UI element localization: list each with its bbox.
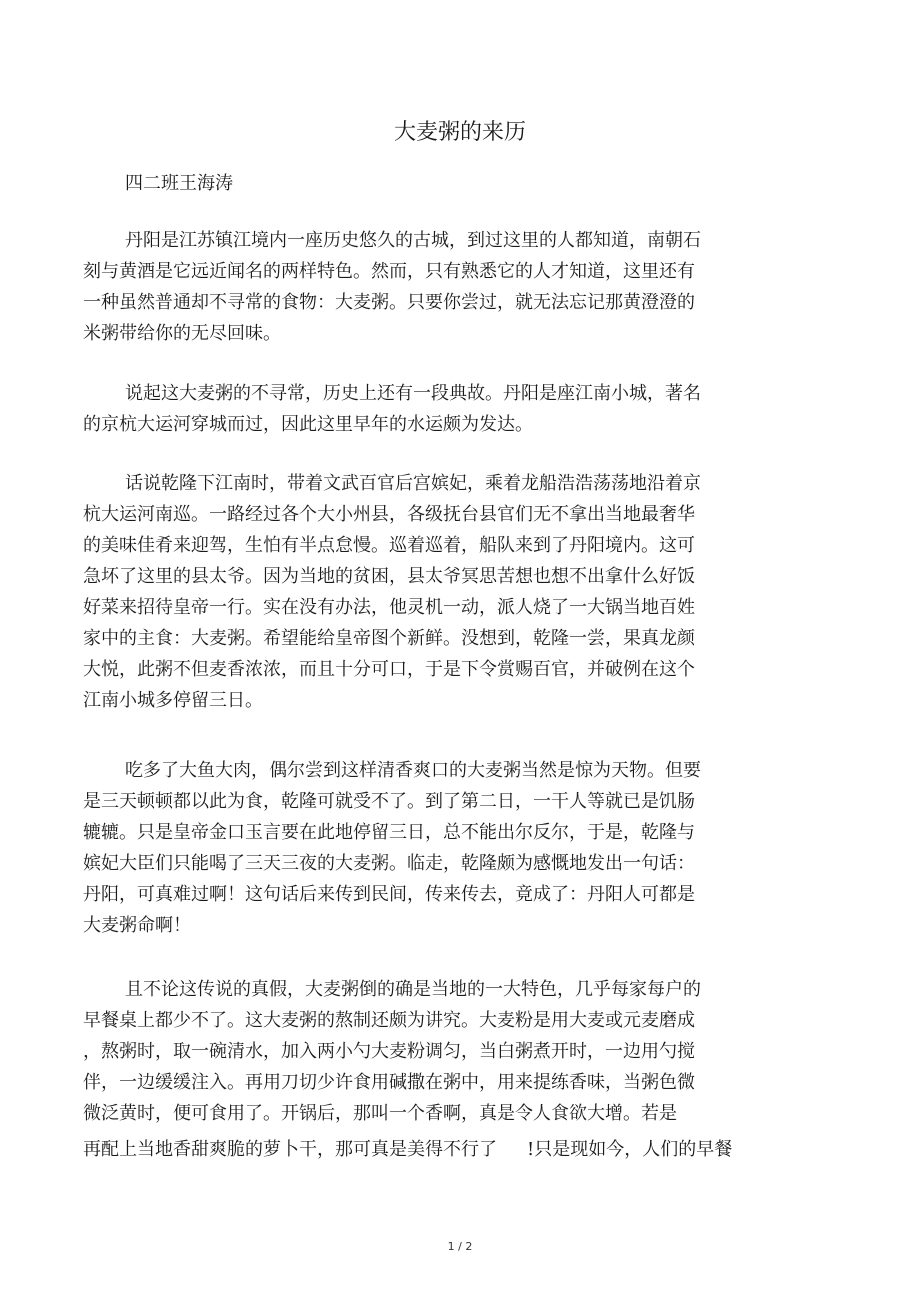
- paragraph-5-line-6: [83, 1137, 732, 1163]
- document-title: 大麦粥的来历: [393, 120, 526, 145]
- paragraph-5-line-6-part-1: 再配上当地香甜爽脆的萝卜干，那可真是美得不行了: [83, 1139, 497, 1160]
- paragraph-4-line-6: 大麦粥命啊！: [83, 915, 191, 936]
- paragraph-1-line-3: 一种虽然普通却不寻常的食物：大麦粥。只要你尝过，就无法忘记那黄澄澄的: [83, 292, 695, 313]
- paragraph-4-line-3: 辘辘。只是皇帝金口玉言要在此地停留三日，总不能出尔反尔，于是，乾隆与: [83, 822, 695, 843]
- paragraph-5-line-5: 微泛黄时，便可食用了。开锅后，那叫一个香啊，真是令人食欲大增。若是: [83, 1103, 677, 1124]
- paragraph-3-line-5: 好菜来招待皇帝一行。实在没有办法，他灵机一动，派人烧了一大锅当地百姓: [83, 597, 695, 618]
- paragraph-3-line-6: 家中的主食：大麦粥。希望能给皇帝图个新鲜。没想到，乾隆一尝，果真龙颜: [83, 628, 695, 649]
- page-indicator: 1 / 2: [447, 1240, 473, 1253]
- paragraph-5-line-3: ，熬粥时，取一碗清水，加入两小勺大麦粉调匀，当白粥煮开时，一边用勺搅: [83, 1041, 695, 1062]
- paragraph-3-line-2: 杭大运河南巡。一路经过各个大小州县，各级抚台县官们无不拿出当地最奢华: [83, 504, 695, 525]
- paragraph-3-line-7: 大悦，此粥不但麦香浓浓，而且十分可口，于是下令赏赐百官，并破例在这个: [83, 659, 695, 680]
- author-line: 四二班王海涛: [125, 173, 233, 194]
- paragraph-3-line-4: 急坏了这里的县太爷。因为当地的贫困，县太爷冥思苦想也想不出拿什么好饭: [83, 566, 695, 587]
- paragraph-4-line-2: 是三天顿顿都以此为食，乾隆可就受不了。到了第二日，一干人等就已是饥肠: [83, 791, 695, 812]
- paragraph-1-line-2: 刻与黄酒是它远近闻名的两样特色。然而，只有熟悉它的人才知道，这里还有: [83, 261, 695, 282]
- paragraph-3-line-8: 江南小城多停留三日。: [83, 690, 263, 711]
- paragraph-3-line-3: 的美味佳肴来迎驾，生怕有半点怠慢。巡着巡着，船队来到了丹阳境内。这可: [83, 535, 695, 556]
- paragraph-4-line-5: 丹阳，可真难过啊！这句话后来传到民间，传来传去，竟成了：丹阳人可都是: [83, 884, 695, 905]
- paragraph-1-line-1: 丹阳是江苏镇江境内一座历史悠久的古城，到过这里的人都知道，南朝石: [125, 230, 701, 251]
- paragraph-3-line-1: 话说乾隆下江南时，带着文武百官后宫嫔妃，乘着龙船浩浩荡荡地沿着京: [125, 473, 701, 494]
- paragraph-4-line-4: 嫔妃大臣们只能喝了三天三夜的大麦粥。临走，乾隆颇为感慨地发出一句话：: [83, 853, 695, 874]
- paragraph-5-line-1: 且不论这传说的真假，大麦粥倒的确是当地的一大特色，几乎每家每户的: [125, 979, 701, 1000]
- paragraph-2-line-1: 说起这大麦粥的不寻常，历史上还有一段典故。丹阳是座江南小城，著名: [125, 383, 701, 404]
- paragraph-4-line-1: 吃多了大鱼大肉，偶尔尝到这样清香爽口的大麦粥当然是惊为天物。但要: [125, 760, 701, 781]
- paragraph-5-line-6-part-2: !只是现如今，人们的早餐: [527, 1139, 733, 1160]
- paragraph-5-line-2: 早餐桌上都少不了。这大麦粥的熬制还颇为讲究。大麦粉是用大麦或元麦磨成: [83, 1010, 695, 1031]
- paragraph-1-line-4: 米粥带给你的无尽回味。: [83, 323, 281, 344]
- paragraph-2-line-2: 的京杭大运河穿城而过，因此这里早年的水运颇为发达。: [83, 414, 533, 435]
- paragraph-5-line-4: 伴，一边缓缓注入。再用刀切少许食用碱撒在粥中，用来提练香味，当粥色微: [83, 1072, 695, 1093]
